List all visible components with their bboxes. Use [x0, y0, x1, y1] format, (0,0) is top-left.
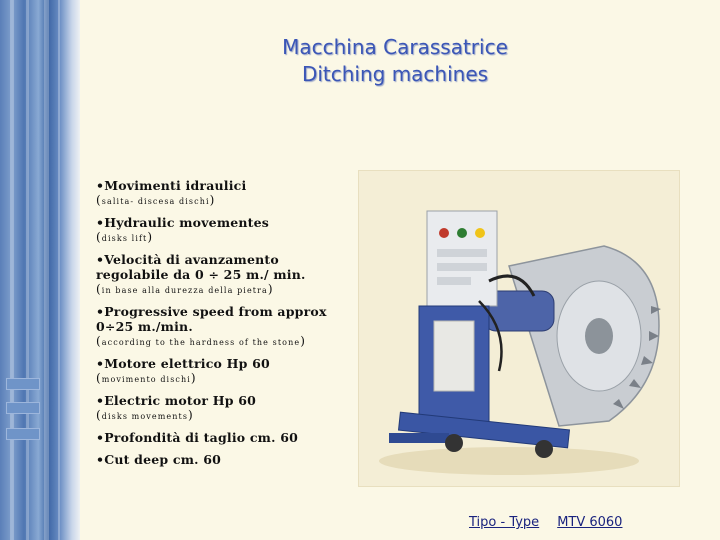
band-stripe [10, 0, 14, 540]
band-tile [6, 428, 40, 440]
decorative-left-band [0, 0, 80, 540]
feature-bullet: •Profondità di taglio cm. 60 [96, 430, 299, 445]
feature-note: (in base alla durezza della pietra) [96, 282, 274, 296]
feature-note: (movimento dischi) [96, 371, 197, 385]
model-code: MTV 6060 [557, 515, 623, 530]
feature-bullet: •Velocità di avanzamento regolabile da 0 ÷ 25 m./ min. [96, 252, 306, 282]
band-stripe [26, 0, 29, 540]
title-english: Ditching machines [301, 62, 489, 86]
band-tile [6, 378, 40, 390]
title-italian: Macchina Carassatrice [282, 35, 508, 59]
page-title [200, 34, 590, 88]
band-stripe [44, 0, 49, 540]
feature-bullet: •Motore elettrico Hp 60 [96, 356, 270, 371]
machine-photo [358, 170, 680, 487]
feature-note: (disks lift) [96, 230, 154, 244]
feature-note: (according to the hardness of the stone) [96, 334, 306, 348]
ditching-machine-illustration [359, 171, 679, 486]
feature-note: (disks movements) [96, 408, 194, 422]
band-stripe [58, 0, 60, 540]
band-tile [6, 402, 40, 414]
feature-bullet: •Electric motor Hp 60 [96, 393, 257, 408]
feature-bullet: •Progressive speed from approx 0÷25 m./min. [96, 304, 327, 334]
feature-bullet: •Cut deep cm. 60 [96, 452, 222, 467]
feature-bullet: •Hydraulic movementes [96, 215, 270, 230]
feature-list [96, 178, 356, 467]
feature-bullet: •Movimenti idraulici [96, 178, 247, 193]
type-label: Tipo - Type [469, 515, 540, 530]
model-footer [469, 515, 622, 530]
feature-note: (salita- discesa dischi) [96, 193, 216, 207]
